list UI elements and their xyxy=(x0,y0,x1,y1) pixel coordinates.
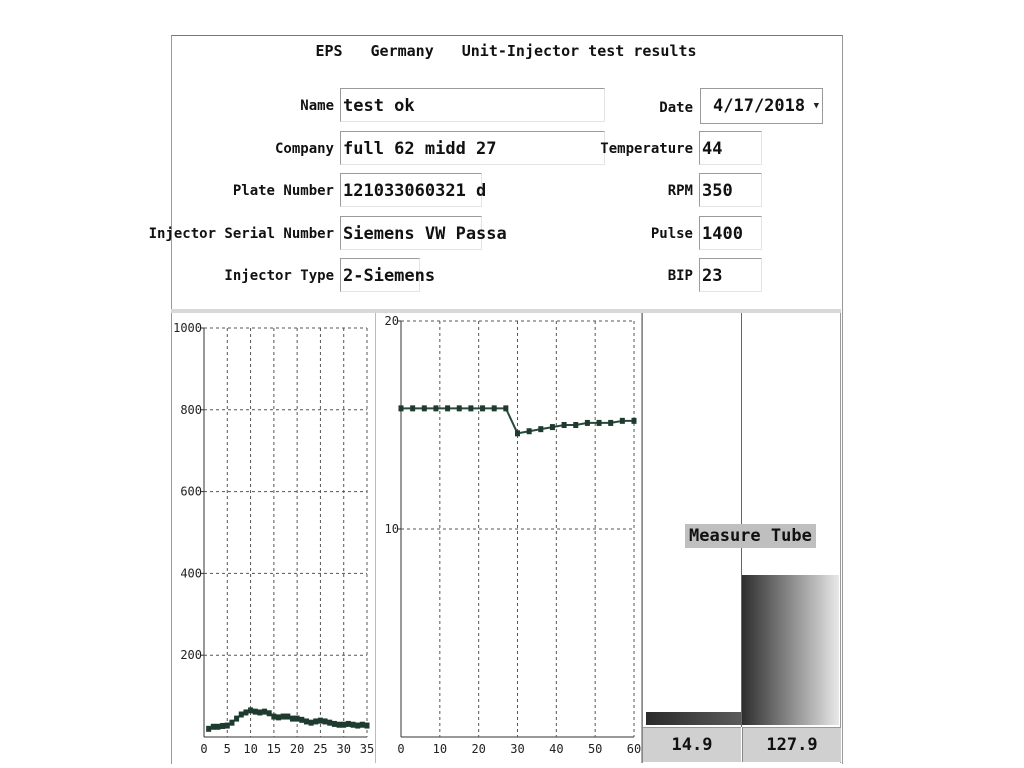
measure-tube-left-level xyxy=(646,712,741,725)
data-point xyxy=(632,418,637,424)
data-point xyxy=(337,722,342,728)
brand-text: EPS xyxy=(315,42,343,60)
data-point xyxy=(313,718,318,724)
rpm-label: RPM xyxy=(667,183,693,199)
company-label: Company xyxy=(274,141,334,157)
x-tick-label: 60 xyxy=(626,742,642,756)
plate-number-label: Plate Number xyxy=(232,183,334,199)
name-field[interactable]: test ok xyxy=(340,88,605,122)
y-tick-label: 20 xyxy=(384,314,399,328)
data-point xyxy=(253,709,258,715)
data-point xyxy=(318,718,323,724)
data-point xyxy=(608,420,613,426)
data-point xyxy=(538,426,543,432)
date-dropdown[interactable] xyxy=(700,88,823,124)
data-point xyxy=(211,724,216,730)
data-point xyxy=(468,405,473,411)
y-tick-label: 400 xyxy=(180,566,202,581)
data-point xyxy=(480,405,485,411)
measure-tube-label: Measure Tube xyxy=(685,524,816,548)
temperature-field[interactable]: 44 xyxy=(699,131,762,165)
data-point xyxy=(271,714,276,720)
chart-panel-1 xyxy=(171,313,376,763)
x-tick-label: 15 xyxy=(266,742,282,756)
data-point xyxy=(355,723,360,729)
x-tick-label: 5 xyxy=(223,742,231,756)
title-text: Unit-Injector test results xyxy=(461,42,697,60)
injector-type-field[interactable]: 2-Siemens xyxy=(340,258,420,292)
data-point xyxy=(257,709,262,715)
data-point xyxy=(239,712,244,718)
x-tick-label: 10 xyxy=(432,742,448,756)
rpm-field[interactable]: 350 xyxy=(699,173,762,207)
data-point xyxy=(399,405,404,411)
y-tick-label: 800 xyxy=(180,402,202,417)
data-point xyxy=(220,723,225,729)
data-point xyxy=(360,722,365,728)
data-point xyxy=(276,714,281,720)
date-value: 4/17/2018 xyxy=(713,96,806,116)
data-point xyxy=(267,710,272,716)
data-point xyxy=(229,720,234,726)
measure-tube-left-value: 14.9 xyxy=(643,727,741,762)
data-point xyxy=(295,716,300,722)
data-point xyxy=(445,405,450,411)
chart-2 xyxy=(376,313,642,763)
company-field[interactable]: full 62 midd 27 xyxy=(340,131,605,165)
data-point xyxy=(206,726,211,732)
chevron-down-icon[interactable]: ▼ xyxy=(813,101,819,111)
data-point xyxy=(262,709,267,715)
x-tick-label: 0 xyxy=(397,742,405,756)
data-point xyxy=(457,405,462,411)
data-point xyxy=(410,405,415,411)
y-tick-label: 1000 xyxy=(173,321,202,335)
data-point xyxy=(309,720,314,726)
x-tick-label: 40 xyxy=(549,742,564,756)
data-point xyxy=(248,707,253,713)
data-point xyxy=(620,418,625,424)
data-point xyxy=(503,405,508,411)
data-point xyxy=(346,721,351,727)
injector-type-label: Injector Type xyxy=(224,268,334,284)
y-tick-label: 10 xyxy=(384,522,399,536)
data-point xyxy=(304,718,309,724)
data-point xyxy=(527,428,532,434)
name-label: Name xyxy=(300,98,334,114)
plate-number-field[interactable]: 121033060321 d xyxy=(340,173,482,207)
x-tick-label: 20 xyxy=(471,742,486,756)
x-tick-label: 30 xyxy=(510,742,525,756)
data-point xyxy=(215,724,220,730)
pulse-field[interactable]: 1400 xyxy=(699,216,762,250)
x-tick-label: 30 xyxy=(336,742,351,756)
data-point xyxy=(341,722,346,728)
data-point xyxy=(492,405,497,411)
y-tick-label: 600 xyxy=(180,484,202,499)
data-point xyxy=(550,424,555,430)
data-point xyxy=(433,405,438,411)
x-tick-label: 25 xyxy=(313,742,328,756)
measure-tube-right-value: 127.9 xyxy=(742,727,841,762)
data-point xyxy=(290,716,295,722)
bip-label: BIP xyxy=(667,268,693,284)
data-point xyxy=(597,420,602,426)
injector-serial-label: Injector Serial Number xyxy=(148,226,334,242)
data-point xyxy=(365,723,370,729)
pulse-label: Pulse xyxy=(650,226,693,242)
data-point xyxy=(285,714,290,720)
bip-field[interactable]: 23 xyxy=(699,258,762,292)
data-point xyxy=(281,714,286,720)
data-point xyxy=(422,405,427,411)
data-point xyxy=(323,718,328,724)
data-point xyxy=(351,722,356,728)
data-point xyxy=(332,721,337,727)
data-point xyxy=(562,422,567,428)
temperature-label: Temperature xyxy=(600,141,693,157)
data-point xyxy=(225,723,230,729)
measure-tube-right-level xyxy=(742,575,839,725)
y-tick-label: 200 xyxy=(180,648,202,663)
injector-serial-field[interactable]: Siemens VW Passa xyxy=(340,216,482,250)
data-point xyxy=(243,709,248,715)
date-label: Date xyxy=(659,100,693,116)
data-point xyxy=(573,422,578,428)
chart-1 xyxy=(172,313,376,763)
data-point xyxy=(234,716,239,722)
data-point xyxy=(299,717,304,723)
x-tick-label: 50 xyxy=(587,742,603,756)
page-title xyxy=(171,42,841,60)
x-tick-label: 20 xyxy=(289,742,305,756)
x-tick-label: 0 xyxy=(200,742,208,756)
country-text: Germany xyxy=(370,42,434,60)
x-tick-label: 10 xyxy=(243,742,258,756)
x-tick-label: 35 xyxy=(359,742,375,756)
chart-panel-2 xyxy=(376,313,642,763)
data-point xyxy=(515,430,520,436)
data-point xyxy=(585,420,590,426)
data-point xyxy=(327,720,332,726)
